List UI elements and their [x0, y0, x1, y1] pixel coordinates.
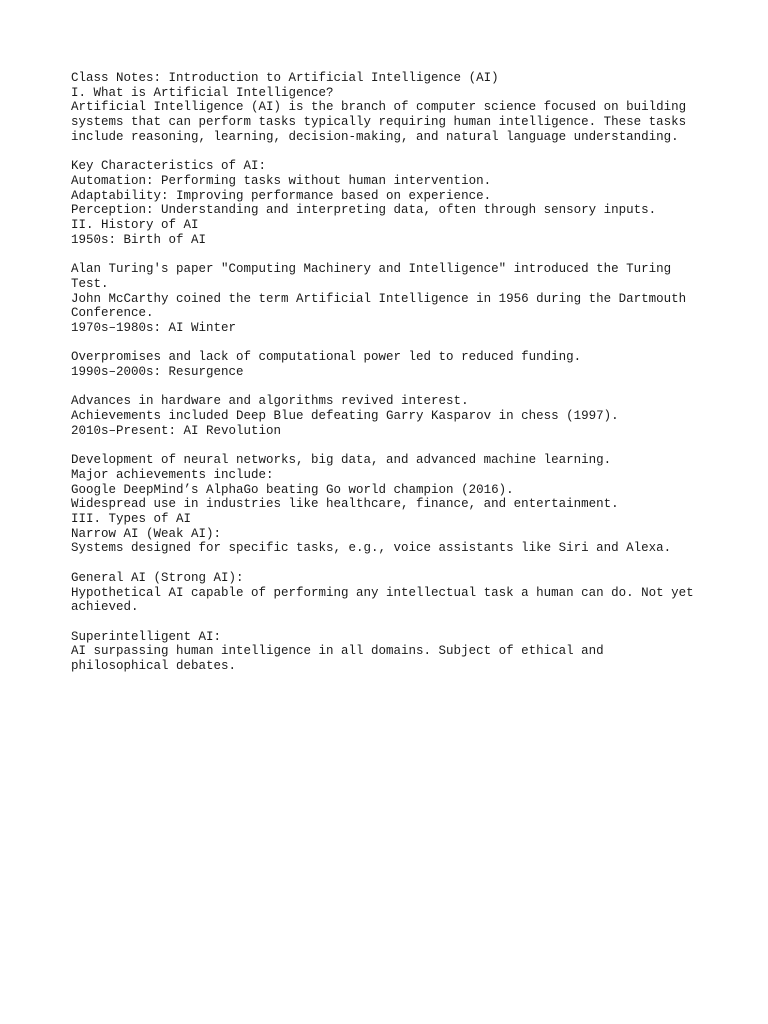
- paragraph-line: Artificial Intelligence (AI) is the branch of computer science focused on building: [71, 100, 687, 115]
- paragraph-line: Test.: [71, 276, 109, 291]
- paragraph-line: Major achievements include:: [71, 467, 274, 482]
- type-heading-narrow-ai: Narrow AI (Weak AI):: [71, 526, 222, 541]
- list-item: Adaptability: Improving performance based on experience.: [71, 188, 492, 203]
- blank-line: [71, 247, 711, 262]
- section-heading-types: III. Types of AI: [71, 512, 192, 527]
- list-item: Google DeepMind’s AlphaGo beating Go world champion (2016).: [71, 482, 514, 497]
- list-item: Widespread use in industries like healthcare, finance, and entertainment.: [71, 497, 619, 512]
- blank-line: [71, 615, 711, 630]
- era-heading: 2010s–Present: AI Revolution: [71, 423, 282, 438]
- section-heading-history: II. History of AI: [71, 218, 199, 233]
- subheading-key-characteristics: Key Characteristics of AI:: [71, 159, 267, 174]
- blank-line: [71, 145, 711, 160]
- list-item: Perception: Understanding and interpreting data, often through sensory inputs.: [71, 203, 657, 218]
- blank-line: [71, 336, 711, 351]
- paragraph-line: Overpromises and lack of computational power led to reduced funding.: [71, 350, 582, 365]
- paragraph-line: achieved.: [71, 600, 139, 615]
- era-heading: 1950s: Birth of AI: [71, 232, 207, 247]
- paragraph-line: Alan Turing's paper "Computing Machinery and Intelligence" introduced the Turing: [71, 262, 672, 277]
- paragraph-line: systems that can perform tasks typically requiring human intelligence. These tasks: [71, 115, 687, 130]
- blank-line: [71, 439, 711, 454]
- type-heading-general-ai: General AI (Strong AI):: [71, 570, 244, 585]
- era-heading: 1990s–2000s: Resurgence: [71, 365, 244, 380]
- document-title: Class Notes: Introduction to Artificial Intelligence (AI): [71, 71, 499, 85]
- paragraph-line: Development of neural networks, big data, and advanced machine learning.: [71, 453, 612, 468]
- blank-line: [71, 380, 711, 395]
- era-heading: 1970s–1980s: AI Winter: [71, 320, 237, 335]
- blank-line: [71, 556, 711, 571]
- paragraph-line: Conference.: [71, 306, 154, 321]
- paragraph-line: Hypothetical AI capable of performing any intellectual task a human can do. Not yet: [71, 585, 694, 600]
- paragraph-line: Advances in hardware and algorithms revived interest.: [71, 394, 469, 409]
- section-heading-what-is-ai: I. What is Artificial Intelligence?: [71, 85, 334, 100]
- type-heading-superintelligent-ai: Superintelligent AI:: [71, 629, 222, 644]
- paragraph-line: include reasoning, learning, decision-making, and natural language understanding.: [71, 129, 679, 144]
- paragraph-line: Achievements included Deep Blue defeating Garry Kasparov in chess (1997).: [71, 409, 619, 424]
- list-item: Automation: Performing tasks without human intervention.: [71, 173, 492, 188]
- paragraph-line: philosophical debates.: [71, 659, 237, 674]
- paragraph-line: Systems designed for specific tasks, e.g., voice assistants like Siri and Alexa.: [71, 541, 672, 556]
- paragraph-line: John McCarthy coined the term Artificial Intelligence in 1956 during the Dartmouth: [71, 291, 687, 306]
- document-body: [71, 71, 711, 674]
- paragraph-line: AI surpassing human intelligence in all domains. Subject of ethical and: [71, 644, 604, 659]
